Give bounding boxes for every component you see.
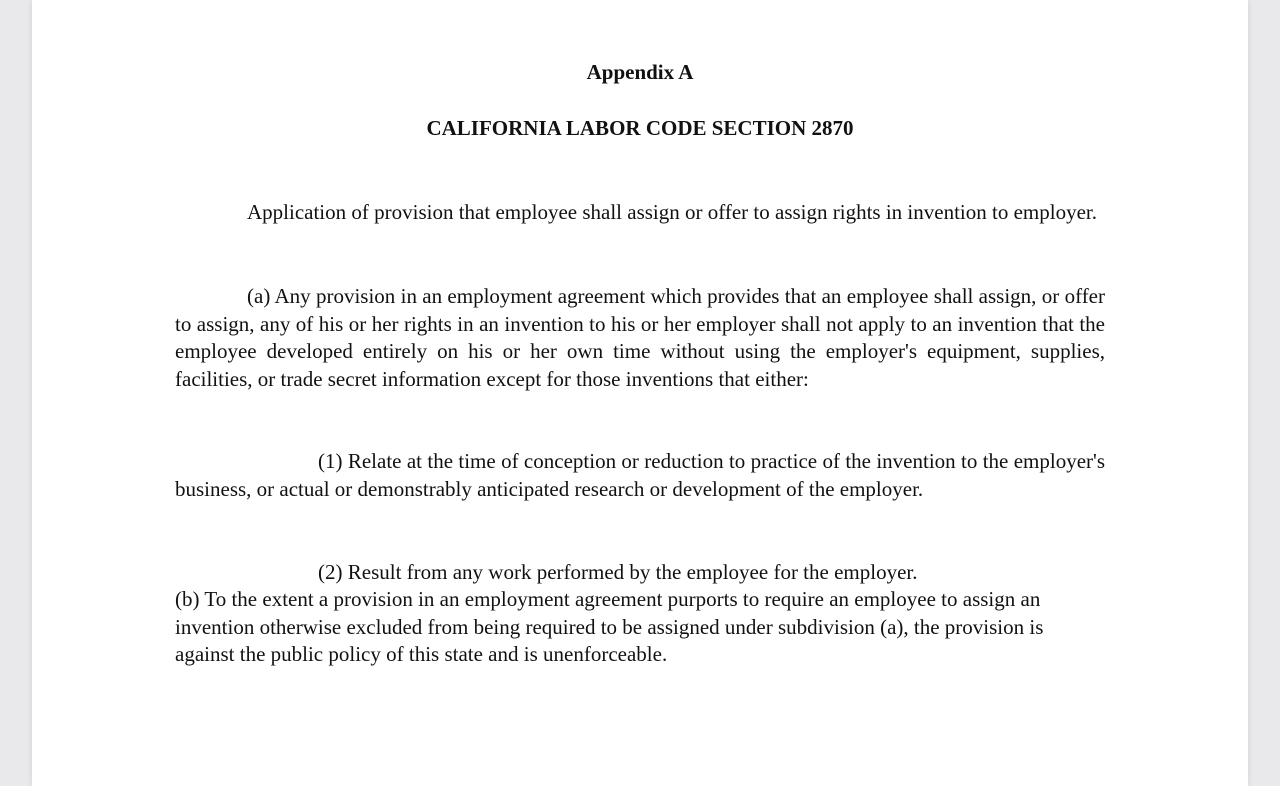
paragraph-subdivision-a1: (1) Relate at the time of conception or reduction to practice of the invention to the employer's business, or actual or demonstrably anticipated research or development of the employer. xyxy=(175,449,1105,501)
paragraph-subdivision-a: (a) Any provision in an employment agreement which provides that an employee shall assign, or offer to assign, any of his or her rights in an invention to his or her employer shall not apply to an invention that the employee developed entirely on his or her own time without using the employer's equipment, supplies, facilities, or trade secret information except for those inventions that either: xyxy=(175,284,1105,391)
paragraph-subdivision-a2: (2) Result from any work performed by the employee for the employer. xyxy=(318,560,918,584)
appendix-title: Appendix A xyxy=(586,60,694,84)
section-title: CALIFORNIA LABOR CODE SECTION 2870 xyxy=(426,116,854,140)
paragraph-subdivision-b: (b) To the extent a provision in an employment agreement purports to require an employee to assign an invention otherwise excluded from being required to be assigned under subdivision (a), the provision is against the public policy of this state and is unenforceable. xyxy=(175,587,1044,666)
paragraph-intro: Application of provision that employee shall assign or offer to assign rights in invention to employer. xyxy=(247,200,1097,224)
